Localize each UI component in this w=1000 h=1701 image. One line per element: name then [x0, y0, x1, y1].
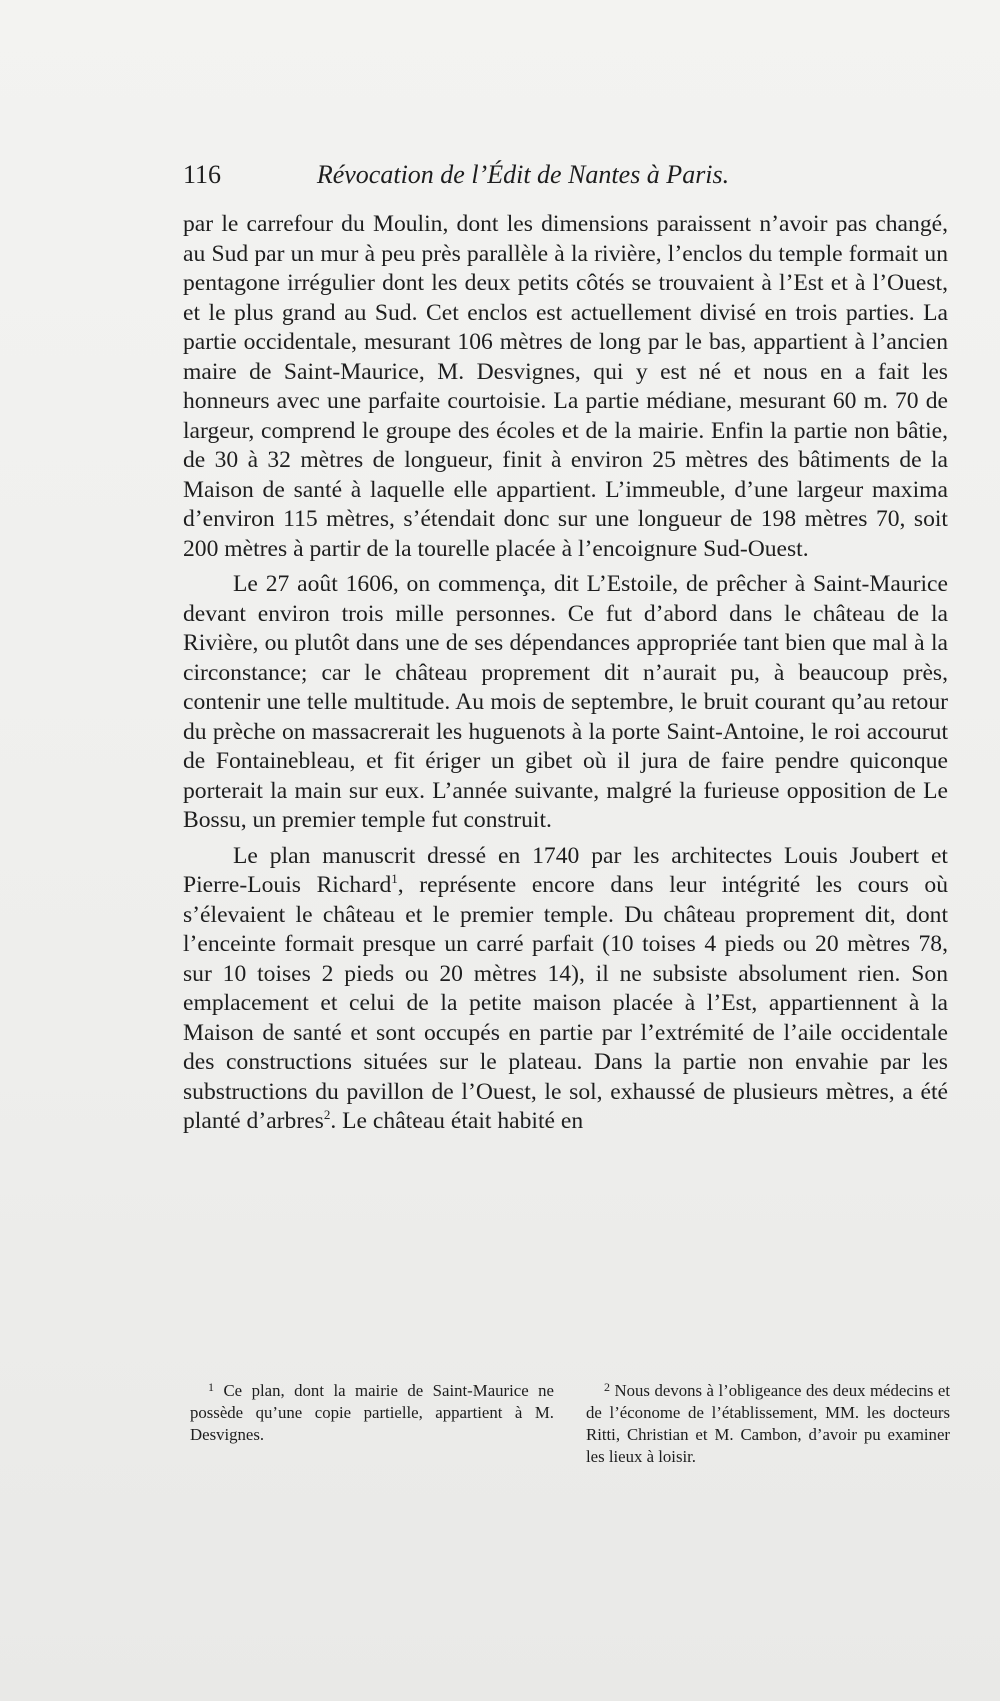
page-header [183, 160, 803, 200]
footnote-2 [586, 1380, 950, 1468]
paragraph-3-text-c: . Le château était habité en [330, 1108, 584, 1134]
paragraph-3 [183, 842, 948, 1137]
footnote-ref-1[interactable]: 1 [391, 871, 398, 886]
paragraph-2: Le 27 août 1606, on commença, dit L’Estoile, de prêcher à Saint-Maurice devant environ trois mille personnes. Ce fut d’abord dans le château de la Rivière, ou plutôt dans une de ses dépendances appropriée tant bien que mal à la circonstance; car le château proprement dit n’aurait pu, à beaucoup près, contenir une telle multitude. Au mois de septembre, le bruit courant qu’au retour du prèche on massacrerait les huguenots à la porte Saint-Antoine, le roi accourut de Fontainebleau, et fit ériger un gibet où il jura de faire pendre quiconque porterait la main sur eux. L’année suivante, malgré la furieuse opposition de Le Bossu, un premier temple fut construit. [183, 571, 948, 833]
footnote-2-mark: 2 [604, 1380, 610, 1394]
page-number: 116 [183, 160, 222, 189]
paragraph-1: par le carrefour du Moulin, dont les dimensions paraissent n’avoir pas changé, au Sud par un mur à peu près parallèle à la rivière, l’enclos du temple formait un pentagone irrégulier dont les deux petits côtés se trouvaient à l’Est et à l’Ouest, et le plus grand au Sud. Cet enclos est actuellement divisé en trois parties. La partie occidentale, mesurant 106 mètres de long par le bas, appartient à l’ancien maire de Saint-Maurice, M. Desvignes, qui y est né et nous en a fait les honneurs avec une parfaite courtoisie. La partie médiane, mesurant 60 m. 70 de largeur, comprend le groupe des écoles et de la mairie. Enfin la partie non bâtie, de 30 à 32 mètres de longueur, finit à environ 25 mètres des bâtiments de la Maison de santé à laquelle elle appartient. L’immeuble, d’une largeur maxima d’environ 115 mètres, s’étendait donc sur une longueur de 198 mètres 70, soit 200 mètres à partir de la tourelle placée à l’encoignure Sud-Ouest. [183, 211, 948, 562]
footnote-1-text: Ce plan, dont la mairie de Saint-Maurice ne possède qu’une copie partielle, appartient à M. Desvignes. [190, 1381, 554, 1444]
footnotes [190, 1380, 950, 1468]
running-title: Révocation de l’Édit de Nantes à Paris. [316, 160, 730, 189]
paragraph-3-text-b: , représente encore dans leur intégrité les cours où s’élevaient le château et le premier temple. Du château proprement dit, dont l’enceinte formait presque un carré parfait (10 toises 4 pieds ou 20 mètres 78, sur 10 toises 2 pieds ou 20 mètres 14), il ne subsiste absolument rien. Son emplacement et celui de la petite maison placée à l’Est, appartiennent à la Maison de santé et sont occupés en partie par l’extrémité de l’aile occidentale des constructions situées sur le plateau. Dans la partie non envahie par les substructions du pavillon de l’Ouest, le sol, exhaussé de plusieurs mètres, a été planté d’arbres [183, 872, 948, 1134]
paragraph-3-text-a: Le plan manuscrit dressé en 1740 par les architectes Louis Joubert et Pierre-Louis Richard [183, 842, 948, 898]
footnote-ref-2[interactable]: 2 [323, 1107, 331, 1122]
main-text [183, 210, 948, 1137]
footnote-1-mark: 1 [208, 1380, 214, 1394]
footnote-2-text: Nous devons à l’obligeance des deux médecins et de l’économe de l’établissement, MM. les docteurs Ritti, Christian et M. Cambon, d’avoir pu examiner les lieux à loisir. [586, 1381, 950, 1466]
footnote-1 [190, 1380, 554, 1446]
